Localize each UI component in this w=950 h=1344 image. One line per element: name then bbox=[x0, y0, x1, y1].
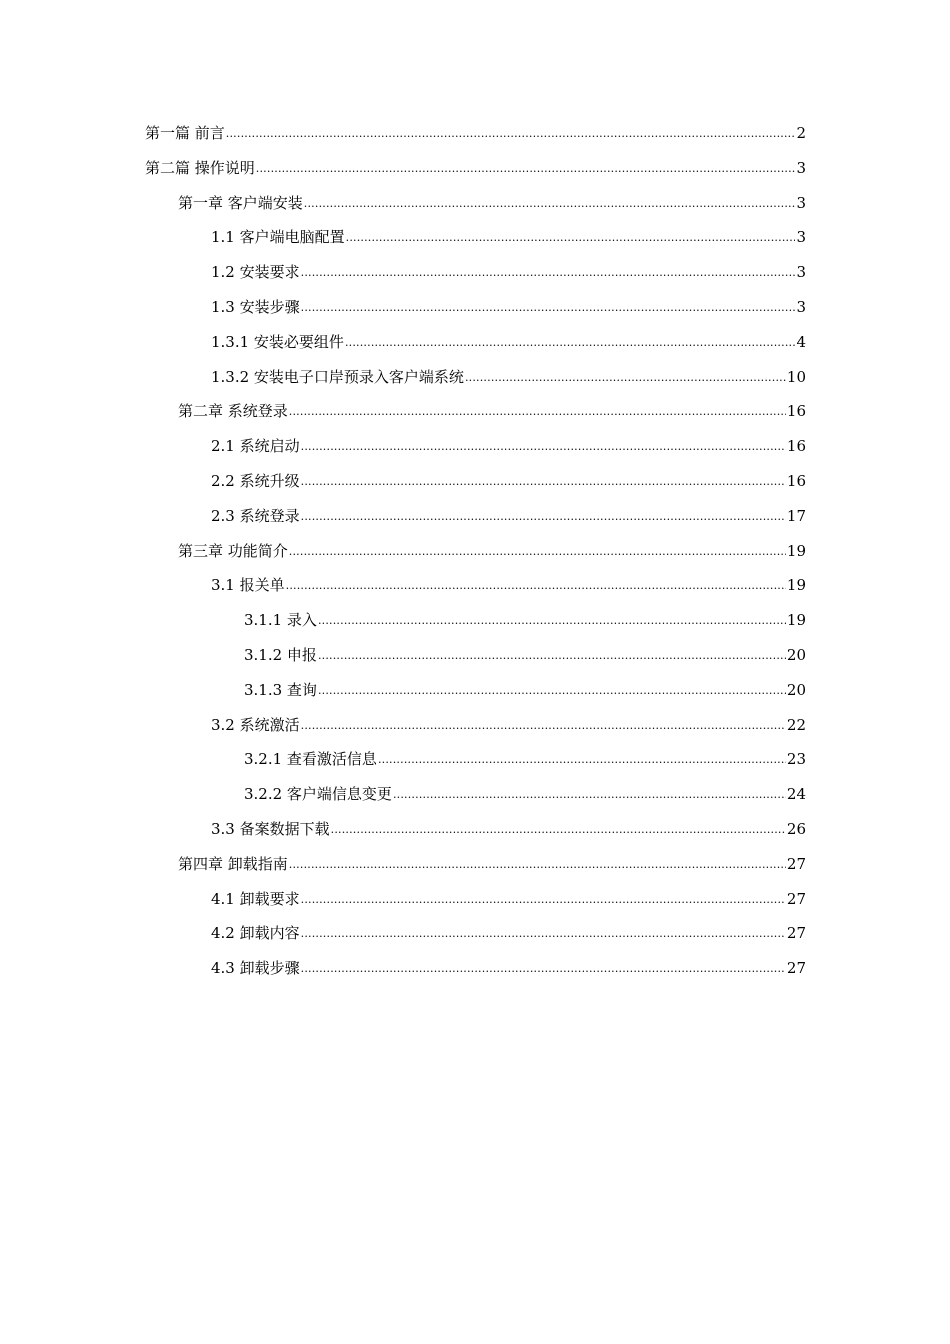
toc-entry[interactable] bbox=[211, 708, 806, 742]
toc-dot-leader bbox=[289, 394, 786, 428]
toc-entry-title: 2.1 系统启动 bbox=[211, 437, 300, 456]
toc-entry-page-number: 3 bbox=[796, 158, 806, 177]
toc-entry-page-number: 16 bbox=[786, 437, 806, 456]
toc-dot-leader bbox=[378, 742, 786, 776]
toc-entry-page-number: 19 bbox=[786, 576, 806, 595]
toc-entry-title: 第一章 客户端安装 bbox=[178, 193, 303, 212]
toc-dot-leader bbox=[331, 812, 786, 846]
toc-entry[interactable] bbox=[211, 429, 806, 463]
toc-entry[interactable] bbox=[178, 186, 806, 220]
toc-dot-leader bbox=[301, 429, 786, 463]
toc-entry-page-number: 22 bbox=[786, 715, 806, 734]
toc-dot-leader bbox=[226, 116, 796, 150]
toc-entry-page-number: 27 bbox=[786, 959, 806, 978]
toc-entry[interactable] bbox=[211, 568, 806, 602]
toc-entry-title: 3.2.2 客户端信息变更 bbox=[244, 785, 392, 804]
toc-entry[interactable] bbox=[244, 673, 806, 707]
toc-dot-leader bbox=[318, 673, 786, 707]
toc-entry[interactable] bbox=[211, 951, 806, 985]
toc-entry-title: 4.3 卸载步骤 bbox=[211, 959, 300, 978]
toc-entry-title: 1.2 安装要求 bbox=[211, 263, 300, 282]
toc-entry-page-number: 3 bbox=[796, 263, 806, 282]
toc-entry[interactable] bbox=[211, 916, 806, 950]
toc-entry[interactable] bbox=[211, 882, 806, 916]
toc-dot-leader bbox=[289, 847, 786, 881]
toc-dot-leader bbox=[304, 186, 796, 220]
toc-entry[interactable] bbox=[211, 290, 806, 324]
toc-entry-title: 2.3 系统登录 bbox=[211, 506, 300, 525]
toc-dot-leader bbox=[301, 882, 786, 916]
toc-entry[interactable] bbox=[244, 603, 806, 637]
toc-entry[interactable] bbox=[145, 151, 806, 185]
toc-dot-leader bbox=[318, 638, 786, 672]
toc-dot-leader bbox=[301, 464, 786, 498]
toc-dot-leader bbox=[301, 290, 796, 324]
toc-entry-title: 1.3 安装步骤 bbox=[211, 298, 300, 316]
toc-entry-title: 1.3.1 安装必要组件 bbox=[211, 332, 344, 351]
toc-dot-leader bbox=[465, 360, 786, 394]
toc-entry-title: 第一篇 前言 bbox=[145, 124, 225, 142]
toc-entry[interactable] bbox=[244, 777, 806, 811]
toc-entry-title: 3.2.1 查看激活信息 bbox=[244, 750, 377, 769]
toc-dot-leader bbox=[301, 916, 786, 950]
toc-entry-page-number: 19 bbox=[786, 611, 806, 630]
toc-entry[interactable] bbox=[178, 394, 806, 428]
toc-dot-leader bbox=[345, 325, 796, 359]
toc-dot-leader bbox=[256, 151, 796, 185]
toc-entry-title: 1.3.2 安装电子口岸预录入客户端系统 bbox=[211, 367, 464, 386]
toc-entry[interactable] bbox=[244, 638, 806, 672]
toc-entry-page-number: 20 bbox=[786, 680, 806, 699]
toc-entry[interactable] bbox=[178, 534, 806, 568]
toc-dot-leader bbox=[346, 220, 796, 254]
toc-entry-page-number: 3 bbox=[796, 228, 806, 247]
toc-entry[interactable] bbox=[244, 742, 806, 776]
toc-dot-leader bbox=[301, 499, 786, 533]
toc-entry-title: 1.1 客户端电脑配置 bbox=[211, 228, 345, 247]
toc-dot-leader bbox=[286, 568, 786, 602]
toc-dot-leader bbox=[393, 777, 786, 811]
toc-entry-page-number: 27 bbox=[786, 924, 806, 943]
toc-entry[interactable] bbox=[211, 360, 806, 394]
toc-entry-page-number: 17 bbox=[786, 506, 806, 525]
toc-entry-page-number: 3 bbox=[796, 193, 806, 212]
toc-entry-title: 3.1.1 录入 bbox=[244, 611, 317, 630]
toc-entry-title: 3.3 备案数据下载 bbox=[211, 820, 330, 838]
toc-entry-title: 2.2 系统升级 bbox=[211, 472, 300, 490]
toc-entry-page-number: 24 bbox=[786, 785, 806, 804]
toc-dot-leader bbox=[318, 603, 786, 637]
toc-dot-leader bbox=[289, 534, 786, 568]
toc-entry-page-number: 16 bbox=[786, 472, 806, 490]
toc-entry-title: 第二章 系统登录 bbox=[178, 402, 288, 421]
toc-entry[interactable] bbox=[211, 220, 806, 254]
toc-entry-page-number: 19 bbox=[786, 541, 806, 560]
toc-entry-page-number: 2 bbox=[796, 124, 806, 142]
toc-entry-page-number: 10 bbox=[786, 367, 806, 386]
toc-dot-leader bbox=[301, 255, 796, 289]
toc-entry[interactable] bbox=[211, 325, 806, 359]
toc-entry[interactable] bbox=[211, 255, 806, 289]
toc-entry-page-number: 26 bbox=[786, 820, 806, 838]
toc-entry-page-number: 3 bbox=[796, 298, 806, 316]
toc-entry[interactable] bbox=[211, 464, 806, 498]
toc-entry[interactable] bbox=[211, 499, 806, 533]
toc-entry-title: 3.1.3 查询 bbox=[244, 680, 317, 699]
toc-entry[interactable] bbox=[145, 116, 806, 150]
toc-entry-title: 3.1.2 申报 bbox=[244, 646, 317, 664]
toc-entry-title: 3.2 系统激活 bbox=[211, 715, 300, 734]
toc-entry-page-number: 23 bbox=[786, 750, 806, 769]
toc-entry-title: 第四章 卸载指南 bbox=[178, 854, 288, 873]
toc-entry-title: 第二篇 操作说明 bbox=[145, 158, 255, 177]
toc-entry-title: 3.1 报关单 bbox=[211, 576, 285, 595]
toc-entry-page-number: 20 bbox=[786, 646, 806, 664]
toc-entry-title: 第三章 功能简介 bbox=[178, 541, 288, 560]
toc-entry-title: 4.1 卸载要求 bbox=[211, 889, 300, 908]
toc-dot-leader bbox=[301, 708, 786, 742]
toc-entry-page-number: 16 bbox=[786, 402, 806, 421]
toc-dot-leader bbox=[301, 951, 786, 985]
toc-entry[interactable] bbox=[178, 847, 806, 881]
toc-entry[interactable] bbox=[211, 812, 806, 846]
toc-entry-page-number: 27 bbox=[786, 889, 806, 908]
toc-entry-title: 4.2 卸载内容 bbox=[211, 924, 300, 943]
toc-entry-page-number: 27 bbox=[786, 854, 806, 873]
toc-entry-page-number: 4 bbox=[796, 332, 806, 351]
